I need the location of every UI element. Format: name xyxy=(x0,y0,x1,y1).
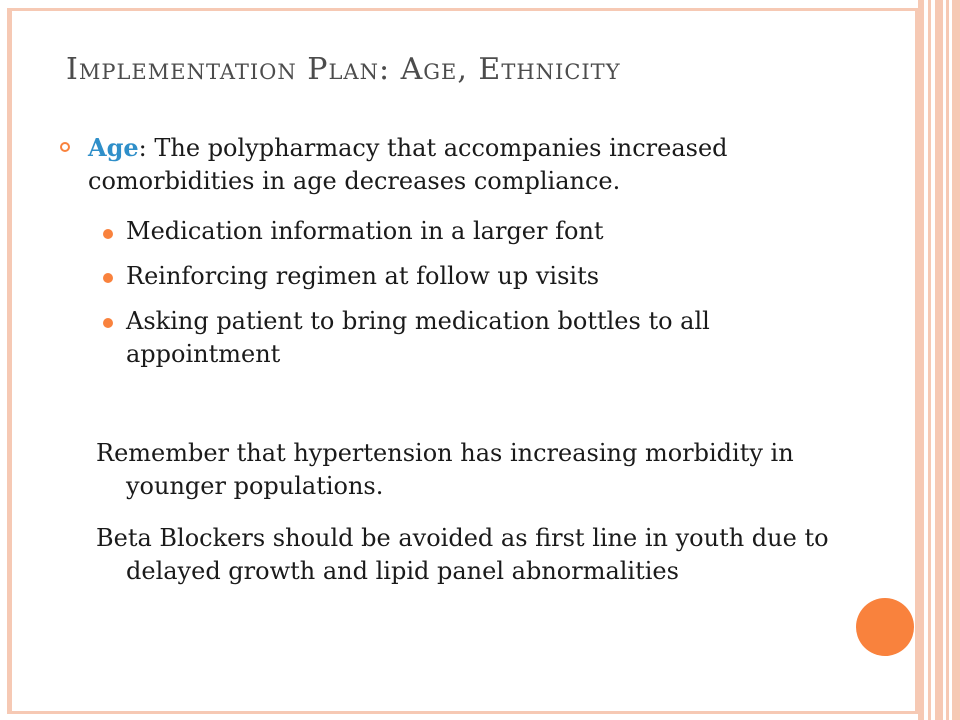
sub-item: Reinforcing regimen at follow up visits xyxy=(126,262,600,290)
sub-item: Medication information in a larger font xyxy=(126,217,604,245)
dot-bullet-icon xyxy=(103,273,113,283)
ring-bullet-icon xyxy=(60,142,70,152)
slide-title: Implementation Plan: Age, Ethnicity xyxy=(66,52,621,87)
main-point xyxy=(88,131,868,198)
dot-bullet-icon xyxy=(103,229,113,239)
stripe xyxy=(946,0,949,720)
stripe xyxy=(928,0,931,720)
note: Remember that hypertension has increasing morbidity in younger populations. xyxy=(96,439,794,500)
point-separator: : xyxy=(138,134,155,162)
point-key: Age xyxy=(88,133,139,162)
stripe xyxy=(918,0,924,720)
stripe xyxy=(935,0,943,720)
point-text: The polypharmacy that accompanies increased comorbidities in age decreases compliance. xyxy=(88,134,728,195)
dot-bullet-icon xyxy=(103,318,113,328)
decorative-circle xyxy=(856,598,914,656)
stripe xyxy=(952,0,960,720)
sub-item: Asking patient to bring medication bottles to all appointment xyxy=(126,307,710,368)
note: Beta Blockers should be avoided as first line in youth due to delayed growth and lipid panel abnormalities xyxy=(96,524,829,585)
decorative-stripes xyxy=(918,0,960,720)
